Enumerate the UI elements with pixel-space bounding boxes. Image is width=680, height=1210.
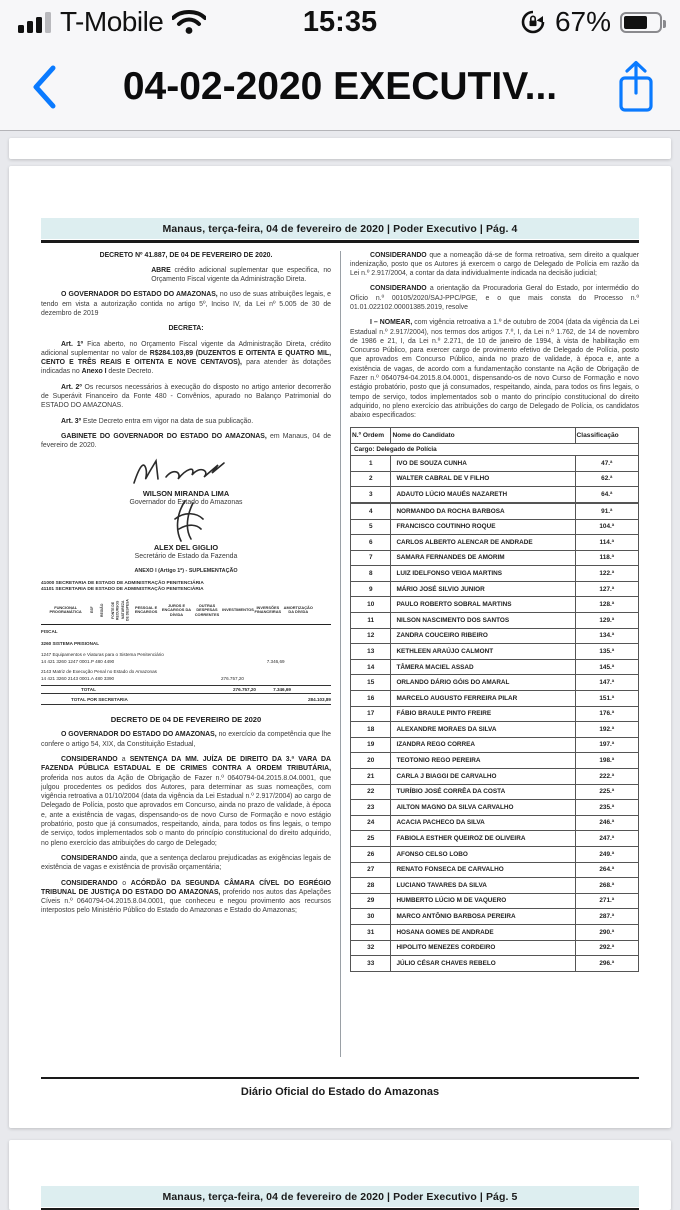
table-row: 31 HOSANA GOMES DE ANDRADE 290.ª — [351, 924, 639, 940]
clock: 15:35 — [302, 5, 378, 38]
governor-name: WILSON MIRANDA LIMA — [142, 488, 230, 498]
table-row: 23 AILTON MAGNO DA SILVA CARVALHO 235.ª — [351, 800, 639, 816]
left-column — [41, 251, 340, 1057]
nomear-clause: I – NOMEAR, com vigência retroativa a 1.º de outubro de 2004 (data da vigência da Lei Estadual n.º 2.917/2004), nos termos dos artigos 7.º, I, da Lei n.º 1.762, de 14 de novembro de 1986 e 21, I, da Lei n.º 2.271, de 10 de janeiro de 1994, à vista de habilitação em Concurso Público, para exercer cargo de provimento efetivo de Delegado de Polícia, posto que aprovados em Concurso Público, ainda no prazo de validade, à época e, ante a existência de vagas, de acordo com a fundamentação constante na Ação de Obrigação de Fazer n.º 0640794-04.2015.8.04.0001, dispensando-os de novo Curso de Formação e novo estágio probatório, posto que já consumados, respeitando, ainda, para todos os fins legais, o tempo de serviço, todos implementados sob o manto do princípio constitucional do direito adquirido, no pleno exercício das atribuições do cargo de Delegado de Polícia, os candidatos abaixo especificados: — [350, 319, 639, 420]
footer-text: Diário Oficial do Estado do Amazonas — [240, 1086, 440, 1098]
candidates-table — [350, 427, 639, 972]
anexo-org1: 41000 SECRETARIA DE ESTADO DE ADMINISTRAÇÃO PENITENCIÁRIA — [41, 581, 204, 587]
considerando-2: CONSIDERANDO ainda, que a sentença declarou prejudicadas as exigências legais de existência de vagas e existência de provisão orçamentária; — [41, 854, 331, 872]
document-title: 04-02-2020 EXECUTIV... — [122, 65, 558, 108]
col-header-ordem: N.º Ordem — [351, 427, 391, 443]
table-row: 5 FRANCISCO COUTINHO ROQUE 104.ª — [351, 519, 639, 535]
page4-footer — [41, 1077, 639, 1098]
col-header-nome: Nome do Candidato — [391, 427, 575, 443]
anexo-fiscal: FISCAL — [41, 629, 58, 635]
signature-governor — [126, 457, 246, 489]
page4-header-band — [41, 218, 639, 239]
considerando-5: CONSIDERANDO a orientação da Procuradoria Geral do Estado, por intermédio do Ofício n.º 00105/2020/SAJ-PPC/PGE, e o que mais consta do Processo n.º 01.01.022102.00001385.2019, resolve — [350, 285, 639, 311]
table-row: 21 CARLA J BIAGGI DE CARVALHO 222.ª — [351, 769, 639, 785]
article-1: Art. 1º Fica aberto, no Orçamento Fiscal vigente da Administração Direta, crédito adicional suplementar no valor de R$284.103,89 (DUZENTOS E OITENTA E QUATRO MIL, CENTO E TRÊS REAIS E OITENTA E NOVE CENTAVOS), para atender às dotações indicadas no Anexo I deste Decreto. — [41, 340, 331, 376]
table-row: 12 ZANDRA COUCEIRO RIBEIRO 134.ª — [351, 628, 639, 644]
secretary-name: ALEX DEL GIGLIO — [153, 543, 219, 553]
page5-header-text: Manaus, terça-feira, 04 de fevereiro de 2020 | Poder Executivo | Pág. 5 — [162, 1190, 518, 1203]
table-row: 7 SAMARA FERNANDES DE AMORIM 118.ª — [351, 550, 639, 566]
table-row: 32 HIPOLITO MENEZES CORDEIRO 292.ª — [351, 940, 639, 956]
cargo-group-row: Cargo: Delegado de Polícia — [351, 443, 639, 455]
anexo-item1-desc-row: 1247 Equipamentos e Viaturas para o Sistema Penitenciário — [41, 651, 164, 657]
pdf-page-5 — [9, 1140, 671, 1210]
table-row: 11 NILSON NASCIMENTO DOS SANTOS 129.ª — [351, 613, 639, 629]
anexo-item2-values-row: 14 421 3260 2143 0001.A 480 3390 276.757,20 — [41, 676, 244, 682]
share-icon — [616, 60, 656, 114]
candidates-table-body — [351, 456, 639, 972]
table-row: 2 WALTER CABRAL DE V FILHO 62.ª — [351, 471, 639, 487]
table-row: 13 KETHLEEN ARAÚJO CALMONT 135.ª — [351, 644, 639, 660]
table-row: 26 AFONSO CELSO LOBO 249.ª — [351, 846, 639, 862]
footer-rule — [41, 1077, 639, 1079]
considerando-3: CONSIDERANDO o ACÓRDÃO DA SEGUNDA CÂMARA CÍVEL DO EGRÉGIO TRIBUNAL DE JUSTIÇA DO ESTADO DO AMAZONAS, proferido nos autos das Apelações Cíveis n.º 0640794-04.2015.8.04.0001, que conheceu e negou provimento aos recursos interpostos pelo Ministério Público do Estado do Amazonas e Estado do Amazonas; — [41, 879, 331, 915]
table-row: 15 ORLANDO DÁRIO GÓIS DO AMARAL 147.ª — [351, 675, 639, 691]
secretary-role: Secretário de Estado da Fazenda — [134, 553, 238, 561]
page4-header-rule — [41, 240, 639, 243]
anexo-total-secretaria-row: TOTAL POR SECRETARIA 284.103,89 — [41, 696, 331, 705]
table-row: 9 MÁRIO JOSÉ SILVIO JUNIOR 127.ª — [351, 581, 639, 597]
battery-fill — [624, 16, 647, 29]
table-row: 27 RENATO FONSECA DE CARVALHO 264.ª — [351, 862, 639, 878]
table-row: 29 HUMBERTO LÚCIO M DE VAQUERO 271.ª — [351, 893, 639, 909]
pdf-page-4 — [9, 166, 671, 1128]
share-button[interactable] — [608, 55, 664, 119]
article-2: Art. 2º Os recursos necessários à execução do disposto no artigo anterior decorrerão de Superávit Financeiro da Fonte 480 - Convênios, apurado no Balanço Patrimonial do ESTADO DO AMAZONAS. — [41, 383, 331, 410]
pdf-scroll-area[interactable] — [0, 132, 680, 1207]
decree1-preamble: O GOVERNADOR DO ESTADO DO AMAZONAS, no uso de suas atribuições legais, e tendo em vista a autorização contida no artigo 5º, Inciso IV, da Lei nº 5.005 de 30 de dezembro de 2019 — [41, 291, 331, 317]
table-row: 25 FABIOLA ESTHER QUEIROZ DE OLIVEIRA 247.ª — [351, 831, 639, 847]
back-button[interactable] — [16, 55, 72, 119]
battery-percent-label: 67% — [554, 6, 611, 37]
battery-icon — [620, 12, 662, 33]
table-row: 17 FÁBIO BRAULE PINTO FREIRE 176.ª — [351, 706, 639, 722]
anexo-title: ANEXO I (Artigo 1º) - SUPLEMENTAÇÃO — [134, 567, 238, 574]
table-row: 4 NORMANDO DA ROCHA BARBOSA 91.ª — [351, 503, 639, 519]
table-row: 18 ALEXANDRE MORAES DA SILVA 192.ª — [351, 722, 639, 738]
table-row: 8 LUIZ IDELFONSO VEIGA MARTINS 122.ª — [351, 566, 639, 582]
table-row: 20 TEOTONIO REGO PEREIRA 198.ª — [351, 753, 639, 769]
table-row: 22 TURÍBIO JOSÉ CORRÊA DA COSTA 225.ª — [351, 784, 639, 800]
table-row: 19 IZANDRA REGO CORREA 197.ª — [351, 737, 639, 753]
right-column — [340, 251, 639, 1057]
page5-header-band — [41, 1186, 639, 1207]
table-row: 6 CARLOS ALBERTO ALENCAR DE ANDRADE 114.ª — [351, 535, 639, 551]
decreta-label: DECRETA: — [168, 325, 204, 333]
table-row: 3 ADAUTO LÚCIO MAUÉS NAZARETH 64.ª — [351, 487, 639, 503]
table-row: 33 JÚLIO CÉSAR CHAVES REBELO 296.ª — [351, 956, 639, 972]
table-row: 28 LUCIANO TAVARES DA SILVA 268.ª — [351, 878, 639, 894]
decree2-title: DECRETO DE 04 DE FEVEREIRO DE 2020 — [110, 715, 262, 725]
decree1-title: DECRETO Nº 41.887, DE 04 DE FEVEREIRO DE 2020. — [99, 251, 273, 259]
table-row: 14 TÂMERA MACIEL ASSAD 145.ª — [351, 659, 639, 675]
table-row: 16 MARCELO AUGUSTO FERREIRA PILAR 151.ª — [351, 691, 639, 707]
carrier-label: T-Mobile — [60, 6, 164, 37]
table-row: 10 PAULO ROBERTO SOBRAL MARTINS 128.ª — [351, 597, 639, 613]
anexo-total-row: TOTAL 276.757,20 7.346,69 — [41, 685, 331, 695]
decree2-preamble: O GOVERNADOR DO ESTADO DO AMAZONAS, no exercício da competência que lhe confere o artigo 54, XIX, da Constituição Estadual, — [41, 731, 331, 748]
chevron-left-icon — [31, 64, 57, 110]
table-row: 1 IVO DE SOUZA CUNHA 47.ª — [351, 456, 639, 472]
article-3: Art. 3º Este Decreto entra em vigor na data de sua publicação. — [61, 417, 254, 425]
governor-role: Governador do Estado do Amazonas — [129, 498, 243, 506]
considerando-4: CONSIDERANDO que a nomeação dá-se de forma retroativa, sem direito a qualquer indenização, posto que os Autores já exercem o cargo de Delegado de Polícia em razão da Lei n.º 2.917/2004, a contar da data individualmente indicada na decisão judicial; — [350, 251, 639, 278]
anexo-table — [41, 569, 331, 705]
nav-bar — [0, 44, 680, 131]
page-3-bottom-edge — [9, 138, 671, 159]
table-row: 24 ACACIA PACHECO DA SILVA 246.ª — [351, 815, 639, 831]
decree1-ementa: ABRE crédito adicional suplementar que especifica, no Orçamento Fiscal vigente da Administração Direta. — [151, 266, 331, 284]
anexo-program: 3260 SISTEMA PRISIONAL — [41, 640, 100, 646]
anexo-item1-values-row: 14 421 3260 1247 0001.P 480 4490 7.346,69 — [41, 659, 285, 665]
gabinete-line: GABINETE DO GOVERNADOR DO ESTADO DO AMAZONAS, em Manaus, 04 de fevereiro de 2020. — [41, 432, 332, 450]
considerando-1: CONSIDERANDO a SENTENÇA DA MM. JUÍZA DE DIREITO DA 3.ª VARA DA FAZENDA PÚBLICA ESTADUAL E DE CRIMES CONTRA A ORDEM TRIBUTÁRIA, proferida nos autos da Ação de Obrigação de Fazer n.º 0640794-04.2015.8.04.0001, que julgou procedentes os pedidos dos Autores, para determinar as suas nomeações, com vigência retroativa a 01/10/2004 (data da vigência da Lei Estadual n.º 2.917/2004) ao cargo de Delegado de Polícia, posto que aprovados em Concurso, ainda no prazo de validade, à época e, ante a existência de vagas, dispensando-os de novo Curso de Formação e novo estágio probatório, posto que já consumados, respeitando, ainda, para todos os fins legais, o tempo de serviço, todos implementados sob o manto do princípio constitucional do direito adquirido, no pleno exercício das atribuições do cargo de Delegado; — [41, 755, 331, 847]
table-row: 30 MARCO ANTÔNIO BARBOSA PEREIRA 287.ª — [351, 909, 639, 925]
col-header-classificacao: Classificação — [575, 427, 638, 443]
status-bar — [0, 0, 680, 44]
anexo-org2: 41101 SECRETARIA DE ESTADO DE ADMINISTRAÇÃO PENITENCIÁRIA — [41, 587, 204, 593]
signature-block-governor — [41, 457, 331, 562]
anexo-column-headers: FUNCIONAL PROGRAMÁTICA ESF REGIÃO FONTE DE RECURSOS NATUREZA DE DESPESA PESSOAL E ENCARGOS JUROS E ENCARGOS DA DÍVIDA OUTRAS DESPESAS CORRENTES INVESTIMENTOS INVERSÕES FINANCEIRAS AMORTIZAÇÃO DA DÍVIDA — [41, 596, 331, 625]
page4-header-text: Manaus, terça-feira, 04 de fevereiro de 2020 | Poder Executivo | Pág. 4 — [162, 222, 518, 235]
anexo-item2-desc-row: 2143 Matriz de Execução Penal no Estado do Amazonas — [41, 668, 157, 674]
